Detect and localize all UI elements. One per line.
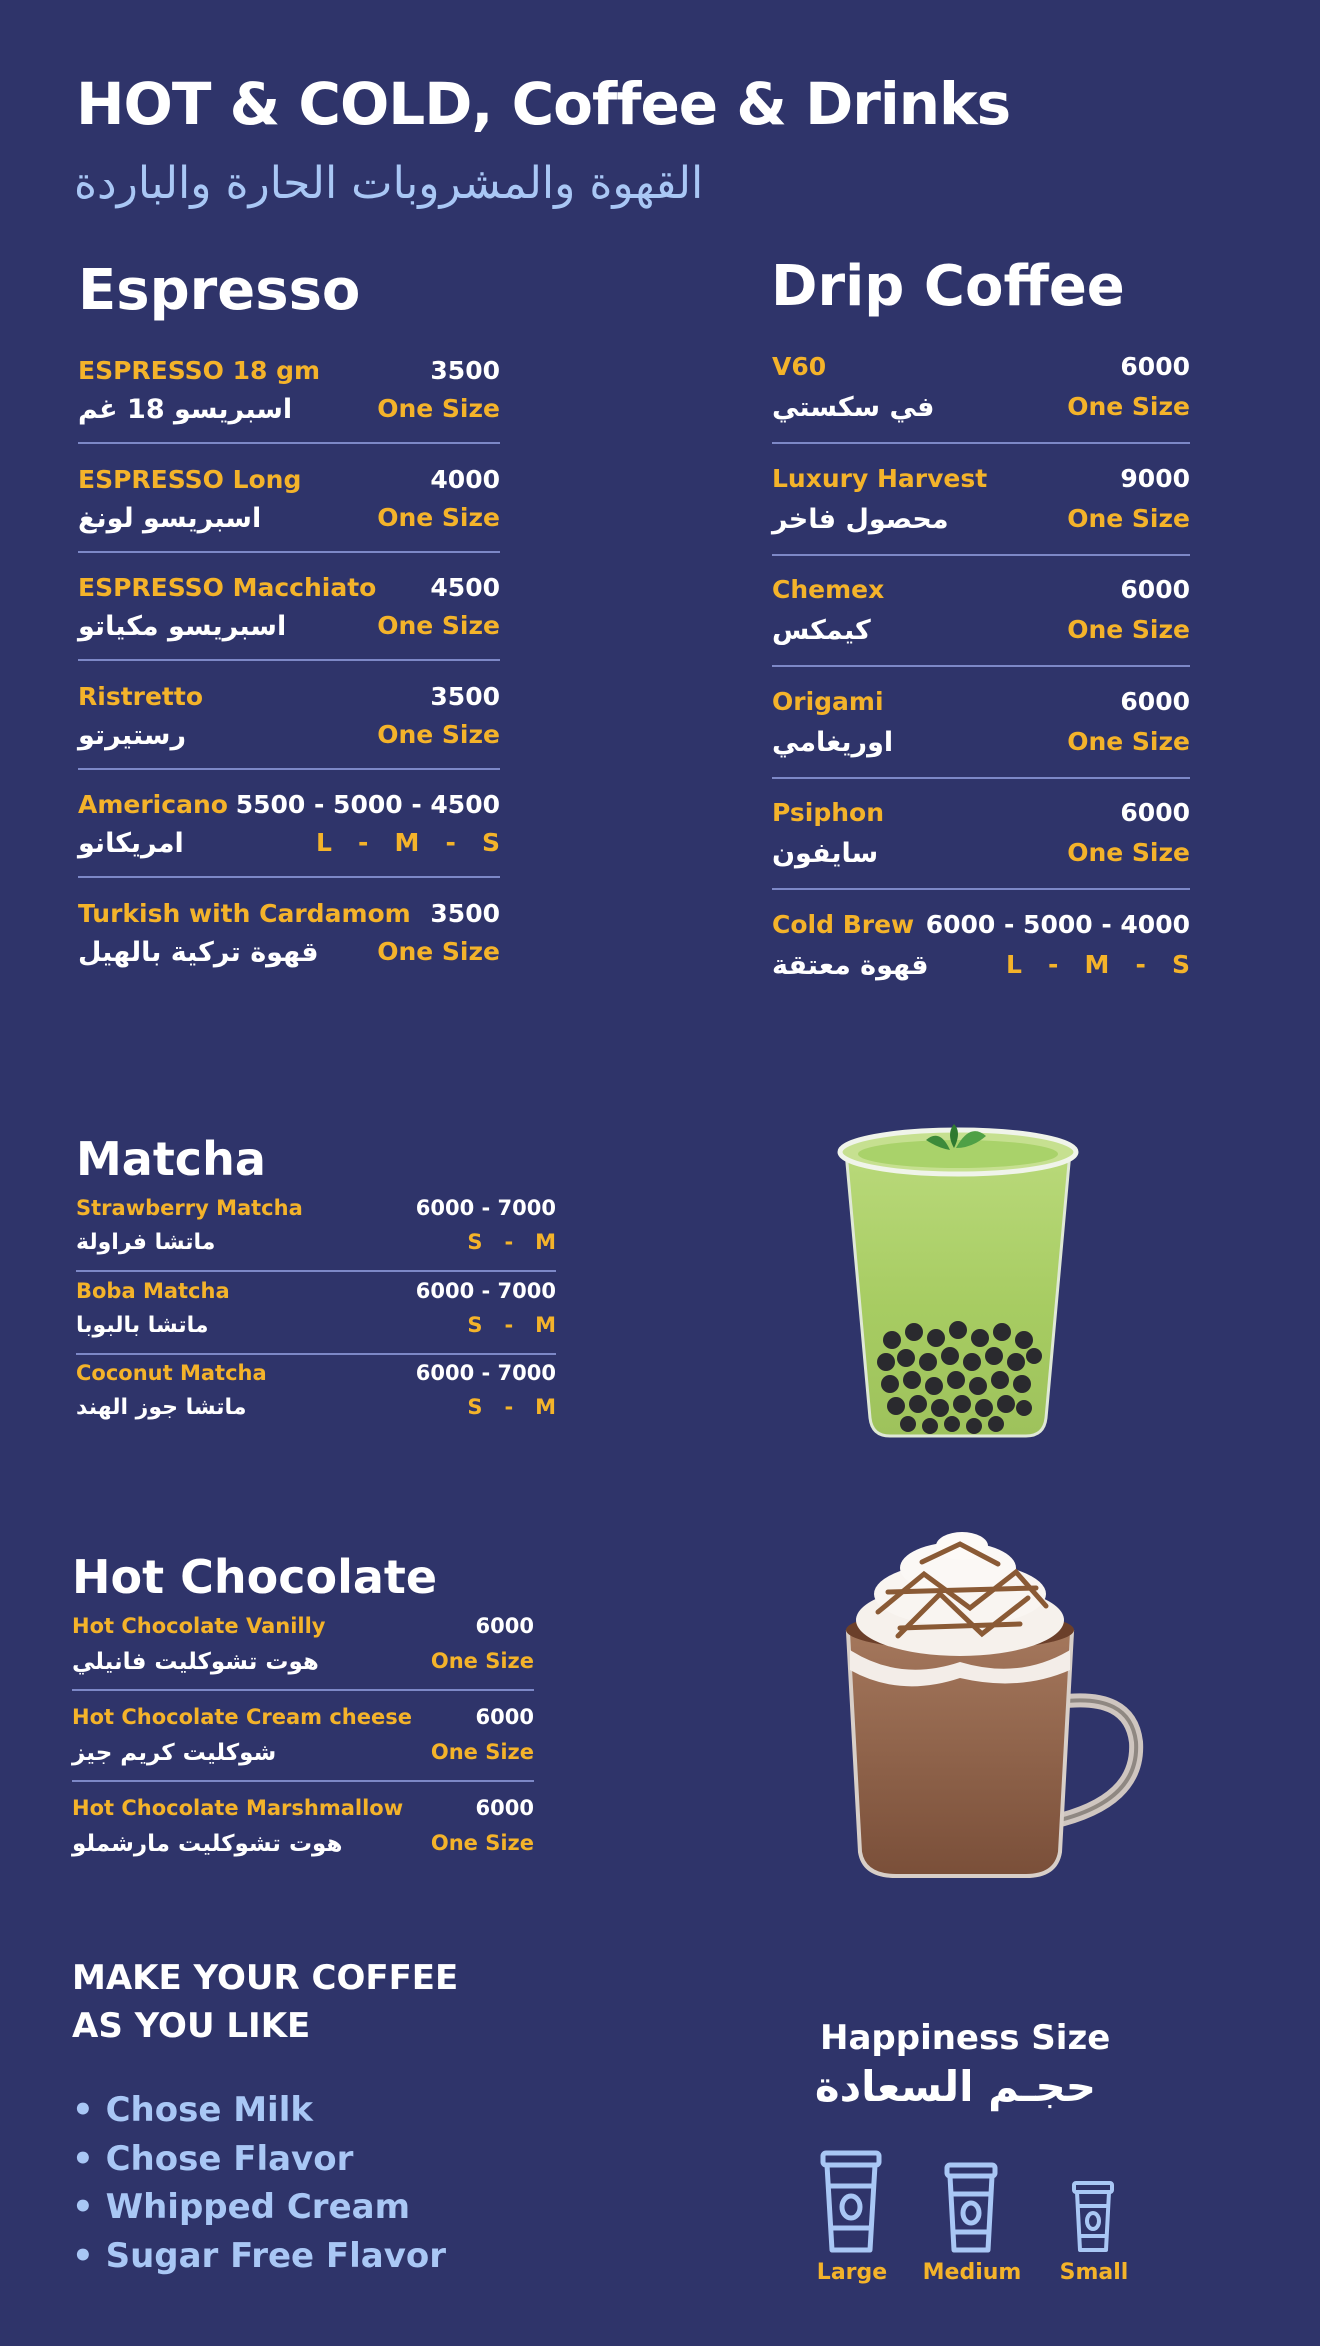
item-name: Strawberry Matcha (76, 1196, 303, 1220)
section-title-drip-coffee: Drip Coffee (771, 254, 1125, 319)
menu-item (78, 573, 500, 682)
custom-option-label: Chose Flavor (105, 2138, 354, 2179)
item-size: L - M - S (1005, 949, 1190, 979)
item-size: One Size (430, 1740, 534, 1764)
item-name: Hot Chocolate Cream cheese (72, 1705, 412, 1729)
section-title-matcha: Matcha (76, 1132, 266, 1186)
item-name-arabic: اوريغامي (772, 726, 894, 758)
menu-item (72, 1796, 534, 1887)
menu-item (72, 1705, 534, 1796)
item-name-arabic: هوت تشوكليت فانيلي (72, 1649, 319, 1675)
cup-large-icon (818, 2150, 884, 2254)
item-name-arabic: في سكستي (772, 392, 935, 423)
item-name-arabic: ماتشا بالبوبا (76, 1312, 209, 1338)
item-name: Origami (772, 686, 884, 716)
item-divider (772, 442, 1190, 444)
item-divider (772, 888, 1190, 890)
menu-item (76, 1279, 556, 1362)
item-divider (772, 554, 1190, 556)
item-name: Hot Chocolate Marshmallow (72, 1796, 404, 1820)
menu-item (76, 1196, 556, 1279)
item-price: 9000 (1120, 463, 1190, 493)
item-name: Hot Chocolate Vanilly (72, 1614, 326, 1638)
section-title-espresso: Espresso (78, 258, 361, 323)
item-size: One Size (430, 1831, 534, 1855)
item-name-arabic: امريكانو (78, 828, 184, 859)
item-name-arabic: ماتشا جوز الهند (76, 1395, 247, 1420)
item-size: One Size (430, 1649, 534, 1673)
item-price: 3500 (430, 898, 500, 928)
menu-item (78, 899, 500, 1008)
item-size: One Size (1067, 838, 1190, 867)
item-name-arabic: قهوة تركية بالهيل (78, 936, 319, 968)
page-subtitle-arabic: القهوة والمشروبات الحارة والباردة (74, 158, 704, 209)
item-divider (772, 665, 1190, 667)
item-size: S - M (467, 1230, 556, 1254)
item-price: 6000 (1120, 575, 1190, 604)
item-price: 6000 (475, 1705, 534, 1729)
item-size: One Size (1067, 615, 1190, 644)
bullet-dot-icon: • (72, 2090, 106, 2130)
custom-option-label: Sugar Free Flavor (105, 2235, 447, 2276)
hot-chocolate-image (840, 1532, 1146, 1882)
item-divider (78, 442, 500, 444)
item-price: 6000 (475, 1614, 534, 1638)
item-divider (72, 1689, 534, 1691)
menu-item (78, 465, 500, 574)
item-price: 4000 (430, 464, 500, 494)
bullet-dot-icon: • (72, 2138, 106, 2179)
item-size: One Size (377, 719, 500, 749)
custom-option-label: Whipped Cream (105, 2187, 411, 2227)
item-divider (76, 1270, 556, 1272)
item-name: Coconut Matcha (76, 1361, 267, 1385)
sizes-title-english: Happiness Size (820, 2018, 1111, 2058)
item-price: 4500 (430, 573, 500, 602)
item-divider (78, 768, 500, 770)
item-name-arabic: اسبريسو 18 غم (78, 394, 293, 425)
item-size: One Size (1067, 726, 1190, 756)
item-size: S - M (467, 1395, 556, 1419)
item-price: 6000 - 7000 (415, 1278, 556, 1303)
menu-item (772, 352, 1190, 464)
menu-item (78, 790, 500, 899)
item-size: One Size (1067, 392, 1190, 421)
item-price: 3500 (430, 681, 500, 711)
custom-option-label: Chose Milk (105, 2090, 313, 2130)
item-price: 6000 - 7000 (415, 1361, 556, 1385)
item-name-arabic: قهوة معتقة (772, 949, 929, 981)
item-size: One Size (377, 936, 500, 966)
size-label-small: Small (1059, 2260, 1129, 2285)
menu-item (772, 575, 1190, 687)
custom-option (72, 2187, 410, 2227)
item-price: 6000 (475, 1796, 534, 1820)
item-price: 6000 - 7000 (415, 1196, 556, 1220)
item-divider (78, 551, 500, 553)
item-size: One Size (377, 502, 500, 532)
item-name-arabic: اسبريسو لونغ (78, 502, 262, 534)
item-price: 6000 (1120, 686, 1190, 716)
item-price: 6000 - 5000 - 4000 (925, 909, 1190, 939)
item-name: Psiphon (772, 798, 884, 827)
item-divider (78, 876, 500, 878)
custom-option (72, 2139, 353, 2179)
custom-option (72, 2236, 446, 2276)
custom-title-line2: AS YOU LIKE (72, 2006, 311, 2046)
sizes-title-arabic: حجـم السعادة (814, 2062, 1096, 2111)
item-name: ESPRESSO Long (78, 464, 302, 494)
bullet-dot-icon: • (72, 2187, 106, 2227)
item-name-arabic: رستيرتو (78, 719, 186, 751)
item-name-arabic: شوكليت كريم جيز (72, 1740, 277, 1766)
item-name-arabic: محصول فاخر (772, 503, 949, 535)
item-name-arabic: اسبريسو مكياتو (78, 611, 287, 642)
item-name: Turkish with Cardamom (78, 898, 411, 928)
cup-small-icon (1070, 2180, 1116, 2254)
menu-item (772, 910, 1190, 1022)
item-name-arabic: ماتشا فراولة (76, 1230, 216, 1255)
item-divider (76, 1353, 556, 1355)
item-name: Chemex (772, 575, 885, 604)
item-name: ESPRESSO Macchiato (78, 573, 377, 602)
menu-item (78, 356, 500, 465)
item-size: One Size (377, 611, 500, 640)
item-size: One Size (377, 394, 500, 423)
item-price: 6000 (1120, 798, 1190, 827)
bullet-dot-icon: • (72, 2235, 106, 2276)
item-size: One Size (1067, 503, 1190, 533)
menu-item (772, 798, 1190, 910)
matcha-drink-image (830, 1118, 1086, 1440)
cup-medium-icon (942, 2162, 1000, 2254)
item-size: S - M (467, 1312, 556, 1337)
page-title: HOT & COLD, Coffee & Drinks (76, 70, 1011, 138)
item-name: Ristretto (78, 681, 204, 711)
item-divider (772, 777, 1190, 779)
menu-item (772, 687, 1190, 799)
item-divider (72, 1780, 534, 1782)
item-price: 3500 (430, 356, 500, 385)
size-label-large: Large (816, 2260, 888, 2285)
item-name: Luxury Harvest (772, 463, 988, 493)
item-price: 5500 - 5000 - 4500 (235, 790, 500, 819)
size-label-medium: Medium (922, 2260, 1022, 2285)
custom-option (72, 2090, 313, 2130)
custom-title-line1: MAKE YOUR COFFEE (72, 1958, 459, 1998)
item-name: Americano (78, 790, 228, 819)
item-price: 6000 (1120, 352, 1190, 381)
item-name: ESPRESSO 18 gm (78, 356, 321, 385)
item-name-arabic: هوت تشوكليت مارشملو (72, 1831, 343, 1857)
menu-item (76, 1361, 556, 1444)
menu-item (72, 1614, 534, 1705)
menu-item (772, 464, 1190, 576)
item-size: L - M - S (315, 828, 500, 857)
menu-item (78, 682, 500, 791)
item-name-arabic: كيمكس (772, 615, 871, 646)
item-name: Cold Brew (772, 909, 915, 939)
section-title-hot-chocolate: Hot Chocolate (72, 1550, 438, 1604)
item-name: V60 (772, 352, 827, 381)
item-divider (78, 659, 500, 661)
item-name-arabic: سايفون (772, 838, 879, 869)
item-name: Boba Matcha (76, 1278, 230, 1303)
